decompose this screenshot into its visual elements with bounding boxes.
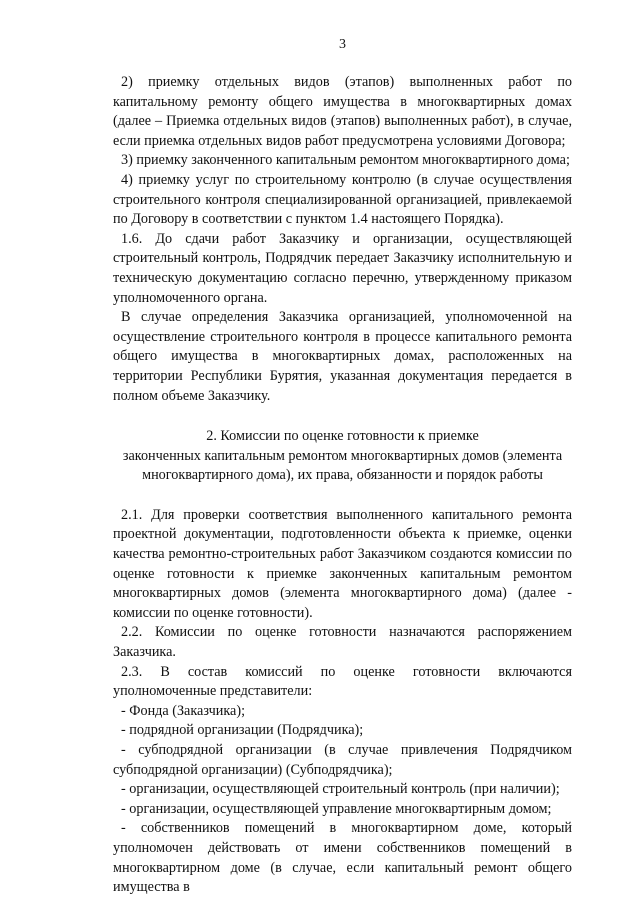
paragraph: 3) приемку законченного капитальным ремонтом многоквартирного дома; (121, 152, 570, 169)
section-heading-line: многоквартирного дома), их права, обязанности и порядок работы (142, 467, 543, 484)
section-heading-line: 2. Комиссии по оценке готовности к приемке (206, 428, 479, 445)
list-item: - субподрядной организации (в случае привлечения Подрядчиком субподрядной организации) (Субподрядчика); (113, 742, 572, 778)
list-item: - организации, осуществляющей управление многоквартирным домом; (121, 800, 552, 817)
paragraph: 2.2. Комиссии по оценке готовности назначаются распоряжением Заказчика. (113, 624, 572, 661)
page-number: 3 (339, 37, 346, 52)
paragraph: 1.6. До сдачи работ Заказчику и организации, осуществляющей строительный контроль, Подрядчик передает Заказчику исполнительную и техническую документацию согласно перечню, утвержденному приказом уполномоченного органа. (113, 230, 572, 306)
list-item: - собственников помещений в многоквартирном доме, который уполномочен действовать от имени собственников помещений в многоквартирном доме (в случае, если капитальный ремонт общего имущества в (113, 820, 572, 896)
paragraph: 2.3. В состав комиссий по оценке готовности включаются уполномоченные представители: (113, 663, 572, 700)
list-item: - организации, осуществляющей строительный контроль (при наличии); (121, 781, 560, 798)
list-item: - Фонда (Заказчика); (121, 702, 246, 719)
paragraph: 2.1. Для проверки соответствия выполненного капитального ремонта проектной документации, подготовленности объекта к приемке, оценки качества ремонтно-строительных работ Заказчиком создаются комиссии по оценке готовности к приемке законченных капитальным ремонтом многоквартирных домов (элемента многоквартирного дома) (далее - комиссии по оценке готовности). (113, 506, 572, 621)
paragraph: В случае определения Заказчика организацией, уполномоченной на осуществление строительного контроля в процессе капитального ремонта общего имущества в многоквартирных домах, расположенных на территории Республики Бурятия, указанная документация передается в полном объеме Заказчику. (113, 309, 572, 404)
section-heading (113, 427, 572, 486)
list-item: - подрядной организации (Подрядчика); (121, 722, 364, 739)
section-heading-line: законченных капитальным ремонтом многоквартирных домов (элемента (122, 447, 563, 464)
paragraph: 2) приемку отдельных видов (этапов) выполненных работ по капитальному ремонту общего имущества в многоквартирных домах (далее – Приемка отдельных видов (этапов) выполненных работ), в случае, если приемка отдельных видов работ предусмотрена условиями Договора; (113, 74, 572, 149)
paragraph: 4) приемку услуг по строительному контролю (в случае осуществления строительного контроля специализированной организацией, привлекаемой по Договору в соответствии с пунктом 1.4 настоящего Порядка). (113, 171, 572, 228)
